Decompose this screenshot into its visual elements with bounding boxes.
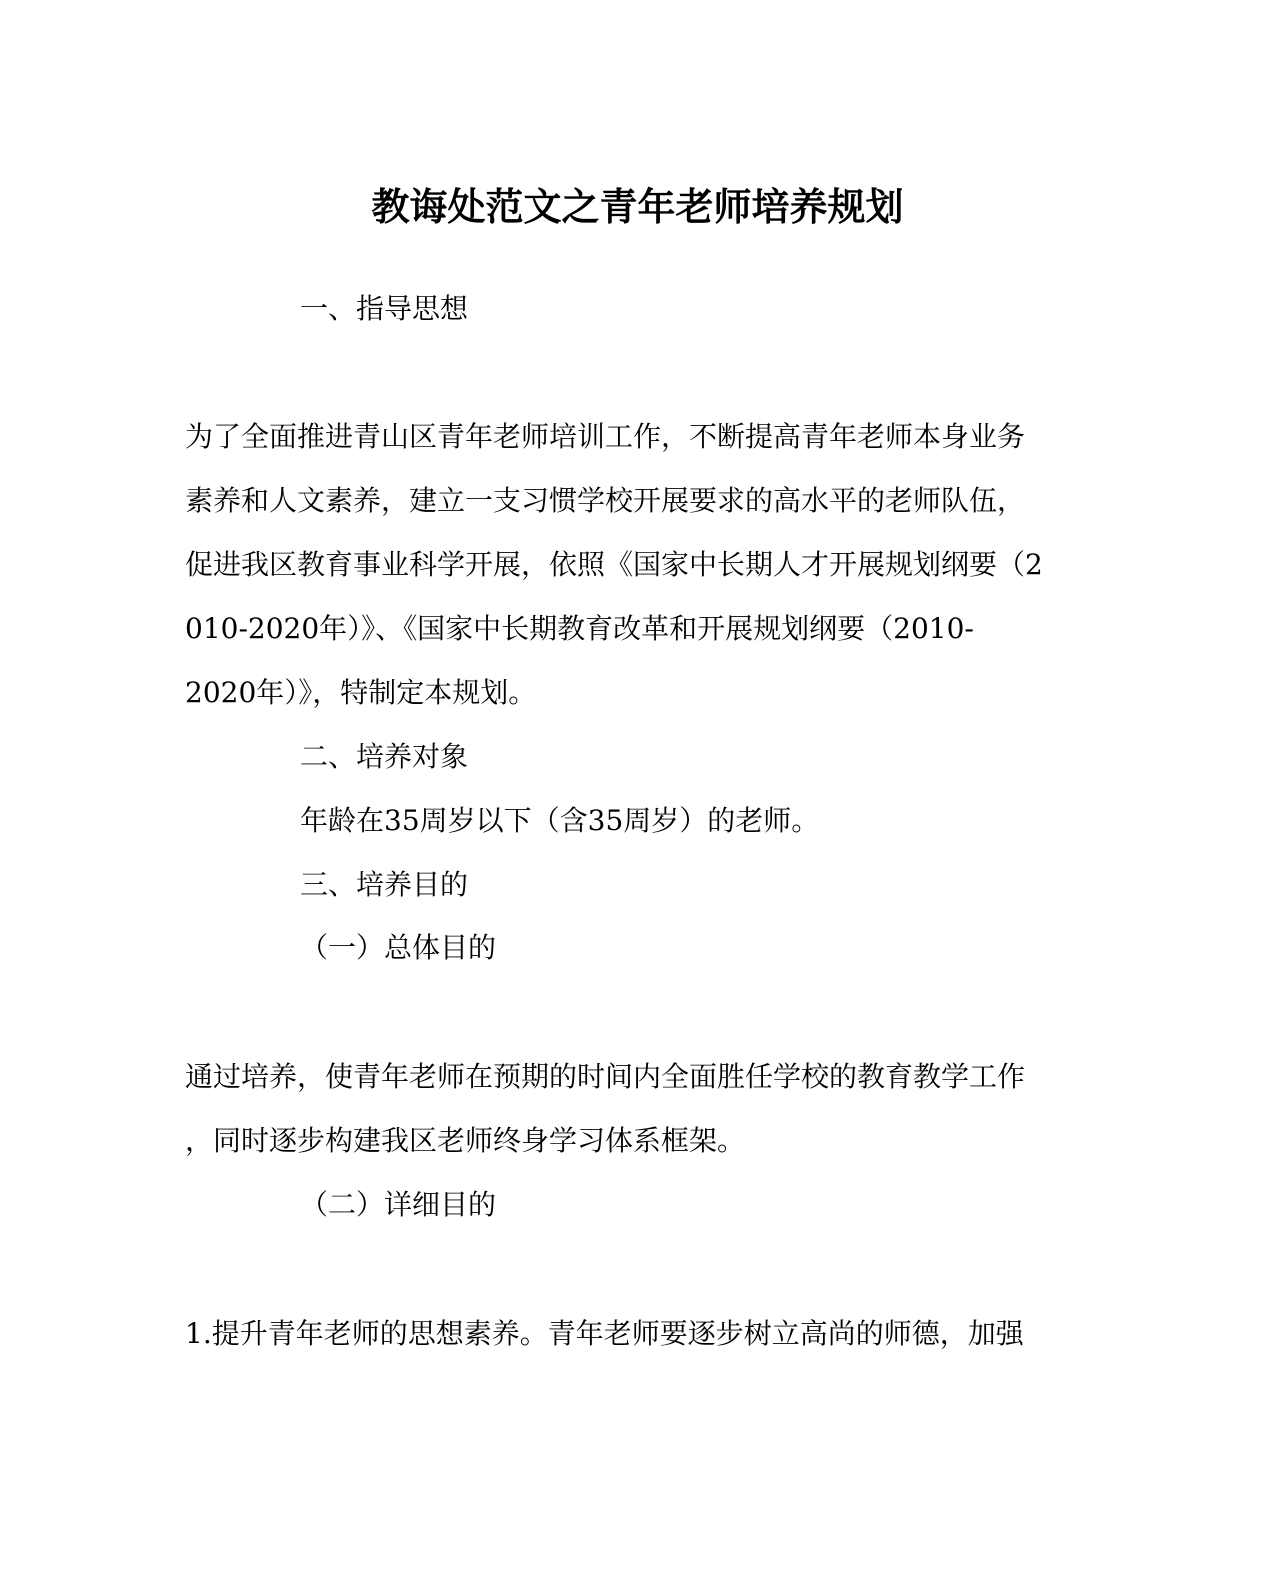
- subheading-detailed-goal: （二）详细目的: [300, 1188, 497, 1221]
- paragraph-line: 素养和人文素养，建立一支习惯学校开展要求的高水平的老师队伍，: [185, 484, 1026, 517]
- paragraph-line: 通过培养，使青年老师在预期的时间内全面胜任学校的教育教学工作: [185, 1060, 1026, 1093]
- heading-training-goal: 三、培养目的: [300, 868, 469, 901]
- paragraph-line: 1.提升青年老师的思想素养。青年老师要逐步树立高尚的师德，加强: [185, 1317, 1024, 1350]
- document-title: 教诲处范文之青年老师培养规划: [371, 184, 904, 229]
- heading-training-target: 二、培养对象: [300, 740, 469, 773]
- subheading-overall-goal: （一）总体目的: [300, 931, 497, 964]
- paragraph-line: 年龄在35周岁以下（含35周岁）的老师。: [300, 804, 820, 837]
- paragraph-line: 2020年）》，特制定本规划。: [185, 676, 537, 709]
- paragraph-line: 促进我区教育事业科学开展，依照《国家中长期人才开展规划纲要（2: [185, 548, 1043, 581]
- heading-guiding-ideology: 一、指导思想: [300, 292, 469, 325]
- paragraph-line: 为了全面推进青山区青年老师培训工作，不断提高青年老师本身业务: [185, 420, 1026, 453]
- paragraph-line: ，同时逐步构建我区老师终身学习体系框架。: [185, 1124, 746, 1157]
- paragraph-line: 010-2020年）》、《国家中长期教育改革和开展规划纲要（2010-: [185, 612, 974, 645]
